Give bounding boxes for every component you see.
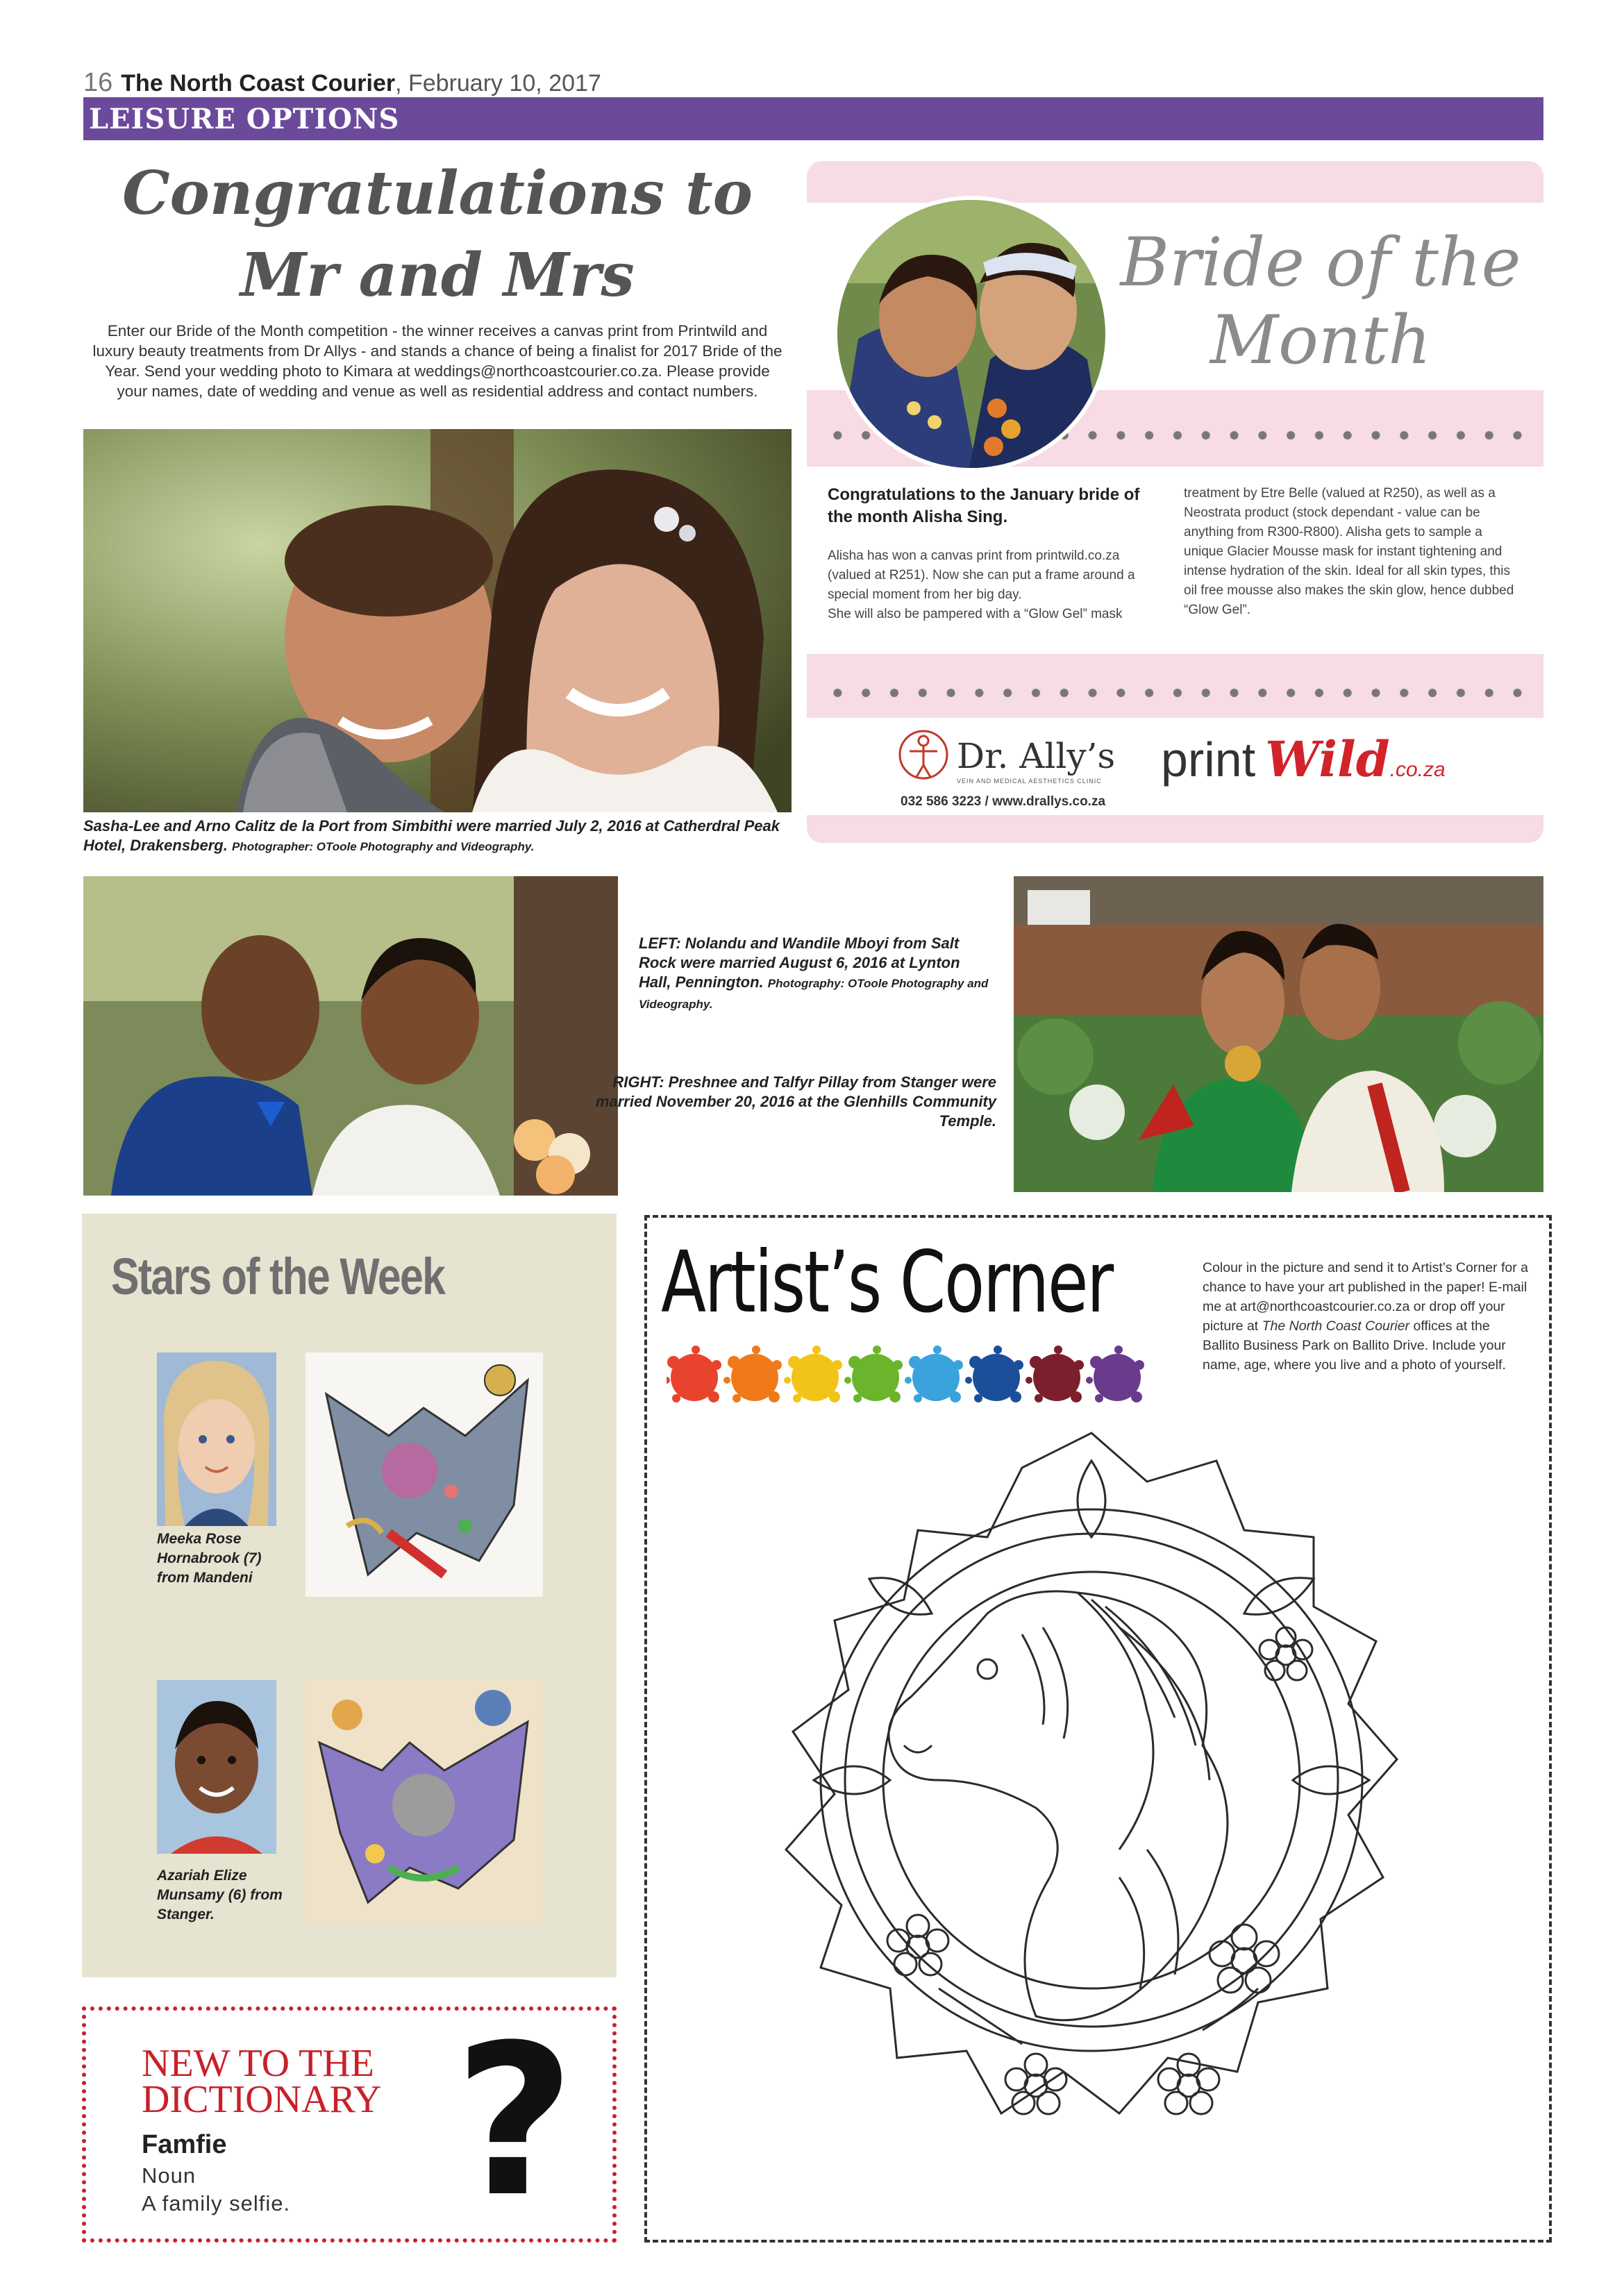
dr-allys-logo-icon [897,727,950,786]
star-1-artwork [305,1352,543,1597]
paint-splat [965,1346,1023,1402]
bride-of-month-panel [807,161,1543,843]
printwild-part-b: Wild [1265,730,1390,788]
pink-band-bottom [807,815,1543,843]
bride-photo [833,196,1110,472]
sponsor-dr-allys-tagline: VEIN AND MEDICAL AESTHETICS CLINIC [957,778,1102,785]
stars-of-week-panel [82,1214,617,1977]
left-wedding-photo [83,876,618,1196]
right-wedding-photo [1014,876,1543,1192]
sponsor-dr-allys-contact: 032 586 3223 / www.drallys.co.za [901,794,1106,809]
bride-of-month-column-1 [828,546,1154,624]
section-bar [83,97,1543,140]
left-caption-text: LEFT: Nolandu and Wandile Mboyi from Salt Rock were married August 6, 2016 at Lynton Hall, Pennington. [639,935,960,991]
bride-of-month-title-line-1: Bride of the [1120,224,1521,301]
column-1-paragraph: Alisha has won a canvas print from printwild.co.za (valued at R251). Now she can put a frame around a special moment from her big day. [828,548,1135,602]
paint-splat [723,1346,782,1402]
main-photo-caption [83,816,792,857]
dictionary-part-of-speech: Noun [142,2163,196,2188]
star-2-name: Azariah Elize Munsamy (6) from Stanger. [157,1868,283,1922]
stars-of-week-title: Stars of the Week [111,1248,445,1305]
dictionary-word: Famfie [142,2130,227,2159]
paint-splat [844,1346,903,1402]
dictionary-definition: A family selfie. [142,2191,291,2215]
intro-text: Enter our Bride of the Month competition - the winner receives a canvas print from Printwild and luxury beauty treatments from Dr Allys - and stands a chance of being a finalist for 2017 Bride of the Year. Send your wedding photo to Kimara at weddings@northcoastcourier.co.za. Please provide your names, date of wedding and venue as well as residential address and contact numbers. [92,322,782,400]
headline-line-2: Mr and Mrs [240,240,635,310]
star-2-portrait [157,1680,276,1854]
printwild-part-a: print [1161,732,1256,787]
main-caption-credit: Photographer: OToole Photography and Videography. [231,840,535,853]
artists-corner-title: Artist’s Corner [661,1233,1112,1332]
star-1-portrait [157,1352,276,1526]
paint-splat [784,1346,842,1402]
headline [83,153,792,317]
instructions-text-b: offices at the Ballito Business Park on Ballito Drive. Include your name, age, where you live and a photo of yourself. [1203,1318,1506,1373]
column-1-paragraph: She will also be pampered with a “Glow Gel” mask [828,607,1123,621]
sponsor-printwild-logo [1161,730,1446,788]
left-photo-caption [639,934,993,1014]
bride-of-month-title [1105,224,1536,379]
instructions-publication: The North Coast Courier [1262,1318,1410,1334]
headline-line-1: Congratulations to [122,158,753,228]
publication-name: The North Coast Courier [121,70,396,97]
dot-divider [823,686,1532,700]
question-mark-icon: ? [454,2000,576,2243]
dictionary-title-line-1: NEW TO THE [142,2042,374,2085]
right-photo-caption: RIGHT: Preshnee and Talfyr Pillay from Stanger were married November 20, 2016 at the Glenhills Community Temple. [595,1073,996,1130]
paint-splat-palette [667,1343,1166,1412]
issue-date: , February 10, 2017 [395,70,601,97]
section-title: LEISURE OPTIONS [89,103,400,135]
star-2-artwork [305,1680,543,1925]
paint-splat [905,1346,963,1402]
dictionary-title-line-2: DICTIONARY [142,2078,382,2121]
dictionary-box [82,2000,617,2243]
printwild-part-c: .co.za [1389,758,1446,781]
bride-of-month-column-2: treatment by Etre Belle (valued at R250), as well as a Neostrata product (stock dependant - value can be anything from R300-R800). Alisha gets to sample a unique Glacier Mousse mask for instant tightening and intense hydration of the skin. Ideal for all skin types, this oil free mousse also makes the skin glow, hence dubbed “Glow Gel”. [1184,486,1514,617]
main-caption-text: Sasha-Lee and Arno Calitz de la Port from Simbithi were married July 2, 2016 at Catherdral Peak Hotel, Drakensberg. [83,817,780,854]
page-number: 16 [83,68,113,97]
paint-splat [1086,1346,1144,1402]
pink-band-top [807,161,1543,203]
bride-of-month-lead: Congratulations to the January bride of the month Alisha Sing. [828,485,1140,526]
artists-corner-instructions [1203,1258,1529,1375]
main-wedding-photo [83,429,792,812]
dictionary-title [142,2042,382,2121]
left-caption-credit: Photography: OToole Photography and Videography. [639,977,989,1011]
horse-mandala-colouring-picture [758,1419,1425,2224]
instructions-text-a: Colour in the picture and send it to Artist’s Corner for a chance to have your art published in the paper! E-mail me at art@northcoastcourier.co.za or drop off your picture at [1203,1260,1528,1334]
sponsor-dr-allys-name: Dr. Ally’s [957,736,1116,776]
paint-splat [667,1346,721,1402]
paint-splat [1026,1346,1084,1402]
star-1-name: Meeka Rose Hornabrook (7) from Mandeni [157,1531,262,1586]
artists-corner-box [644,1215,1552,2243]
bride-of-month-title-line-2: Month [1209,301,1432,379]
folio [83,68,601,98]
